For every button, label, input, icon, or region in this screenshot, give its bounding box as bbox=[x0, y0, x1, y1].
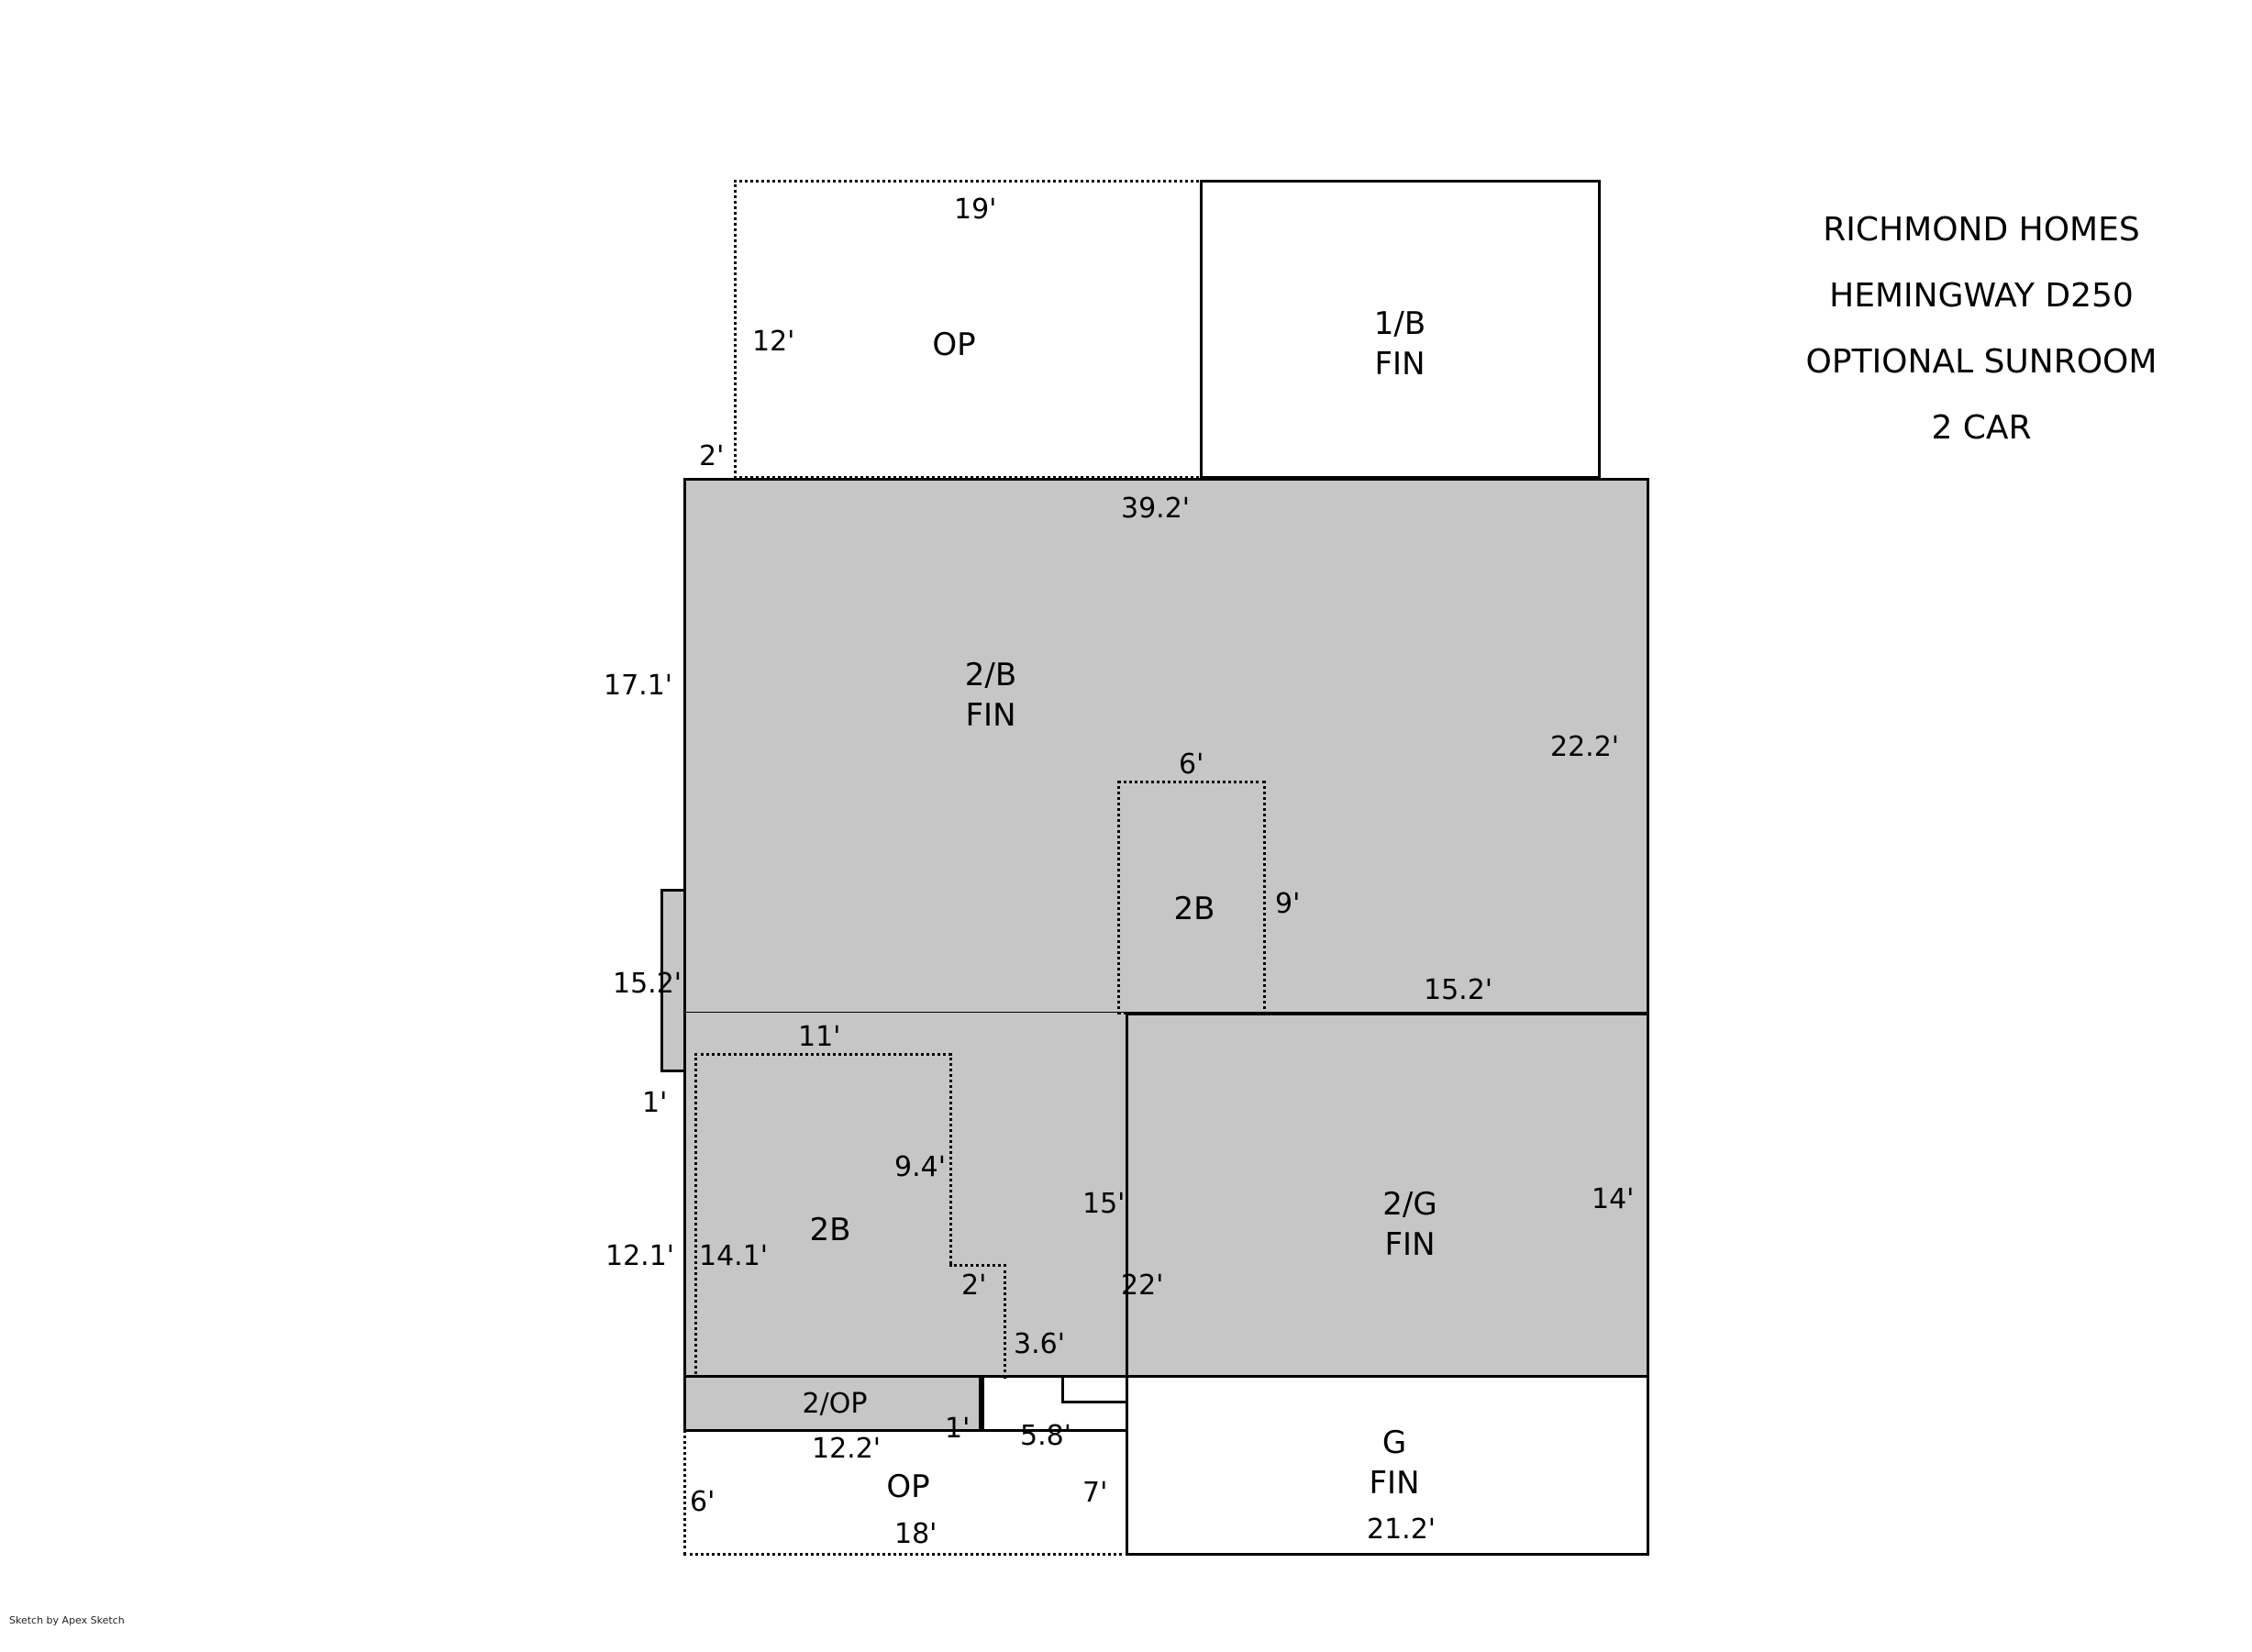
room-name-2b-lower: 2B bbox=[809, 1212, 851, 1248]
room-label-2b-upper bbox=[1158, 890, 1231, 930]
dim-2-top: 2' bbox=[699, 440, 725, 472]
dim-212: 21.2' bbox=[1367, 1513, 1437, 1546]
room-sub-2g: FIN bbox=[1384, 1225, 1436, 1263]
dim-15: 15' bbox=[1082, 1188, 1126, 1220]
dim-6-left: 6' bbox=[690, 1486, 716, 1518]
dot-edge-2b-lower-top bbox=[694, 1053, 951, 1056]
room-label-op-bottom bbox=[853, 1468, 963, 1508]
edge-2op-step-riser bbox=[1061, 1375, 1064, 1403]
dot-edge-2b-lower-right bbox=[949, 1053, 952, 1264]
room-name-2b-upper: 2B bbox=[1173, 891, 1215, 927]
room-sub-2b-main: FIN bbox=[965, 696, 1016, 734]
room-label-garage bbox=[1339, 1424, 1449, 1503]
edge-2op-step-run bbox=[1061, 1401, 1128, 1403]
room-name-2g: 2/G bbox=[1382, 1186, 1437, 1223]
dim-14: 14' bbox=[1592, 1183, 1635, 1215]
room-name-1b: 1/B bbox=[1373, 305, 1426, 342]
dim-152: 15.2' bbox=[1424, 974, 1493, 1006]
room-label-2g bbox=[1341, 1185, 1479, 1265]
room-label-2b-lower bbox=[789, 1211, 871, 1251]
dim-12: 12' bbox=[752, 326, 795, 358]
edge-2op-step-top bbox=[982, 1375, 1062, 1378]
dot-edge-2b-lower-step bbox=[949, 1264, 1006, 1267]
dim-9: 9' bbox=[1275, 888, 1301, 920]
room-label-1b bbox=[1326, 305, 1473, 384]
dim-8: 15.2' bbox=[613, 968, 682, 1000]
dim-11: 11' bbox=[798, 1021, 841, 1053]
room-label-2op bbox=[771, 1387, 899, 1422]
room-label-op-top bbox=[881, 326, 1027, 366]
title-line-3: OPTIONAL SUNROOM bbox=[1805, 343, 2158, 381]
title-line-4: 2 CAR bbox=[1931, 409, 2032, 447]
dim-171: 17.1' bbox=[604, 670, 673, 702]
dim-1-left: 1' bbox=[642, 1087, 668, 1119]
dot-edge-2b-lower-left bbox=[694, 1053, 697, 1380]
room-name-2op: 2/OP bbox=[802, 1388, 868, 1420]
room-name-garage: G bbox=[1381, 1425, 1407, 1461]
dim-392: 39.2' bbox=[1121, 493, 1191, 525]
dim-22: 22' bbox=[1121, 1269, 1164, 1302]
dim-122: 12.2' bbox=[812, 1433, 882, 1465]
dim-1-2op: 1' bbox=[945, 1413, 971, 1445]
room-name-2b-main: 2/B bbox=[964, 657, 1017, 693]
dot-edge-2b-lower-step-v bbox=[1004, 1264, 1006, 1379]
dim-58: 5.8' bbox=[1020, 1420, 1071, 1452]
room-name-op-top: OP bbox=[932, 327, 976, 363]
title-line-2: HEMINGWAY D250 bbox=[1829, 277, 2134, 315]
dim-19: 19' bbox=[954, 194, 997, 226]
dim-222: 22.2' bbox=[1550, 731, 1620, 763]
room-name-op-bottom: OP bbox=[886, 1469, 930, 1505]
dim-94: 9.4' bbox=[894, 1151, 946, 1183]
dim-141: 14.1' bbox=[699, 1240, 769, 1272]
room-sub-1b: FIN bbox=[1374, 345, 1426, 383]
title-line-1: RICHMOND HOMES bbox=[1823, 211, 2140, 249]
room-sub-garage: FIN bbox=[1369, 1464, 1420, 1502]
dim-18: 18' bbox=[894, 1518, 937, 1550]
dim-2-mid: 2' bbox=[961, 1269, 987, 1302]
room-label-2b-main bbox=[904, 656, 1078, 736]
dim-6: 6' bbox=[1179, 748, 1204, 781]
dim-7: 7' bbox=[1082, 1477, 1108, 1509]
dim-121: 12.1' bbox=[605, 1240, 675, 1272]
room-fill-2b-lower bbox=[683, 1013, 1126, 1378]
edge-2op-step-left bbox=[982, 1375, 984, 1432]
title-block bbox=[1743, 197, 2220, 461]
dim-36: 3.6' bbox=[1014, 1328, 1065, 1360]
sketch-credit: Sketch by Apex Sketch bbox=[9, 1614, 125, 1626]
